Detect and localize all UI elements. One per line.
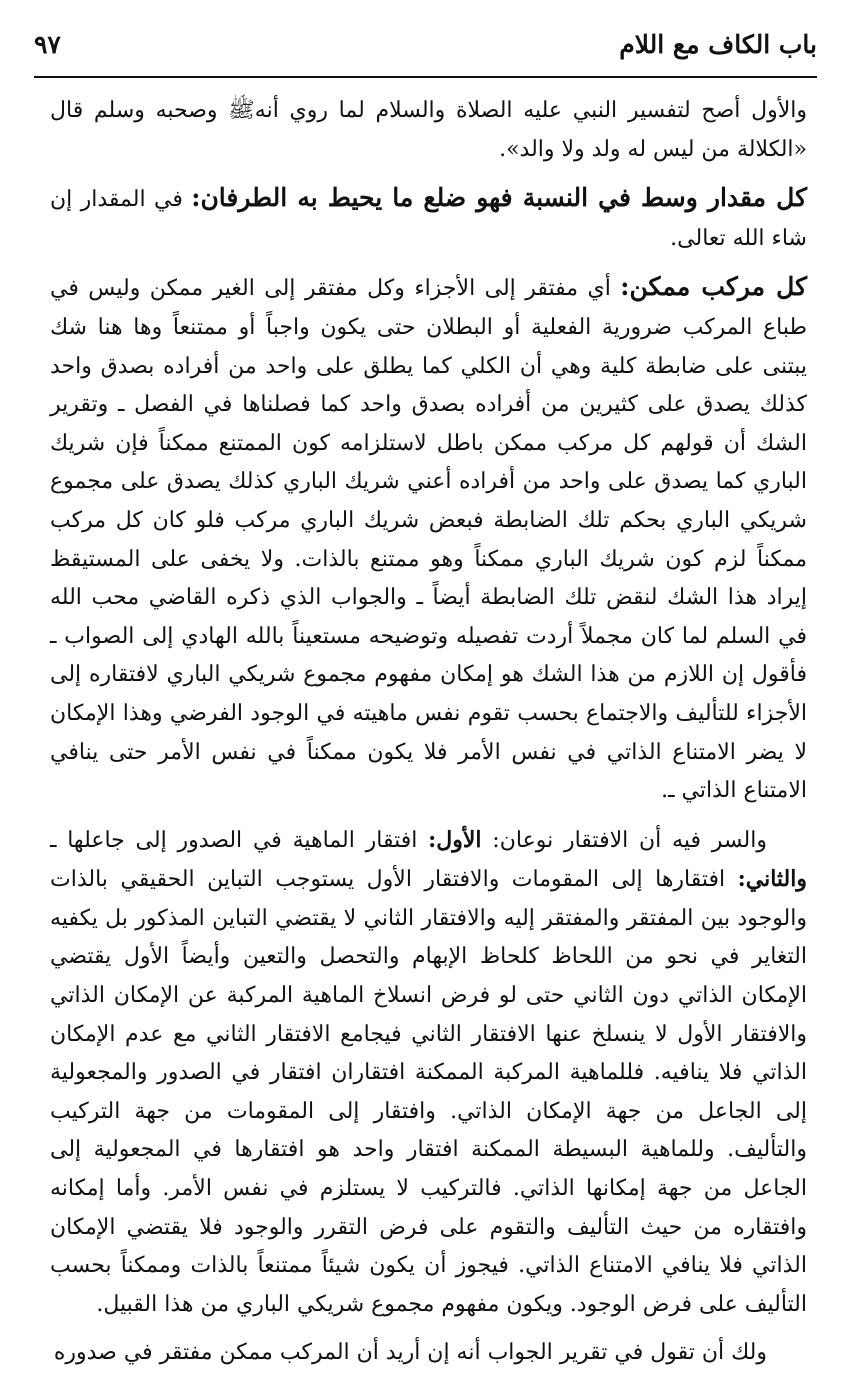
paragraph-text: والأول أصح لتفسير النبي عليه الصلاة والسلام لما روي أنهﷺ وصحبه وسلم قال «الكلالة من ليس له ولد ولا والد». [50, 98, 807, 162]
running-header [34, 20, 817, 78]
paragraph-text: أي مفتقر إلى الأجزاء وكل مفتقر إلى الغير ممكن وليس في طباع المركب ضرورية الفعلية أو البطلان حتى يكون واجباً أو ممتنعاً وها هنا شك يبتنى على ضابطة كلية وهي أن الكلي كما يطلق على واحد من أفراده بصدق واحد كذلك يصدق على كثيرين من أفراده بصدق واحد كما فصلناها في الفصل ـ وتقرير الشك أن قولهم كل مركب ممكن باطل لاستلزامه كون الممتنع ممكناً فإن شريك الباري كما يصدق على واحد من أفراده أعني شريك الباري كذلك يصدق على مجموع شريكي الباري بحكم تلك الضابطة فبعض شريك الباري مركب فلو كان كل مركب ممكناً لزم كون شريك الباري ممكناً وهو ممتنع بالذات. ولا يخفى على المستيقظ إيراد هذا الشك لنقض تلك الضابطة أيضاً ـ والجواب الذي ذكره القاضي محب الله في السلم لما كان مجملاً أردت تفصيله وتوضيحه مستعيناً بالله الهادي إلى الصواب ـ فأقول إن اللازم من هذا الشك هو إمكان مفهوم مجموع شريكي الباري لافتقاره إلى الأجزاء للتأليف والاجتماع بحسب تقوم نفس ماهيته في الوجود الفرضي وهذا الإمكان لا يضر الامتناع الذاتي في نفس الأمر فلا يكون ممكناً في نفس الأمر حتى ينافي الامتناع الذاتي ـ. [50, 276, 807, 804]
paragraph-text: افتقار الماهية في الصدور إلى جاعلها ـ [50, 827, 429, 853]
entry-heading: كل مقدار وسط في النسبة فهو ضلع ما يحيط به الطرفان: [191, 183, 807, 213]
paragraph-text: افتقارها إلى المقومات والافتقار الأول يستوجب التباين الحقيقي بالذات والوجود بين المفتقر والمفتقر إليه والافتقار الثاني لا يقتضي التباين المذكور بل يكفيه التغاير في نحو من اللحاظ كلحاظ الإبهام والتحصل والتعين وأيضاً الأول يقتضي الإمكان الذاتي دون الثاني حتى لو فرض انسلاخ الماهية المركبة عن الإمكان الذاتي والافتقار الأول لا ينسلخ عنها الافتقار الثاني فيجامع الافتقار الثاني مع عدم الإمكان الذاتي فلا ينافيه. فللماهية المركبة الممكنة افتقاران افتقار في الصدور والمجعولية إلى الجاعل من جهة الإمكان الذاتي. وافتقار إلى المقومات من جهة التركيب والتأليف. وللماهية البسيطة الممكنة افتقار واحد هو افتقارها في المجعولية إلى الجاعل من جهة إمكانها الذاتي. فالتركيب لا يستلزم في نفس الأمر. وأما إمكانه وافتقاره من حيث التأليف والتقوم على فرض التقرر والوجود فلا يقتضي الإمكان الذاتي فلا ينافي الامتناع الذاتي. فيجوز أن يكون شيئاً ممتنعاً بالذات وممكناً بحسب التأليف على فرض الوجود. ويكون مفهوم مجموع شريكي الباري من هذا القبيل. [50, 867, 807, 1317]
page-number: ٩٧ [34, 30, 61, 59]
paragraph-text: في المقدار إن شاء الله تعالى. [50, 187, 807, 251]
bold-label-second: والثاني: [737, 866, 807, 893]
bold-label-first: الأول: [428, 826, 482, 853]
paragraph-kalala-hadith [50, 92, 807, 169]
paragraph-text: والسر فيه أن الافتقار نوعان: [481, 827, 767, 853]
paragraph-middle-magnitude [50, 179, 807, 258]
paragraph-text: ولك أن تقول في تقرير الجواب أنه إن أريد أن المركب ممكن مفتقر في صدوره [53, 1340, 767, 1366]
page-body [50, 92, 807, 1366]
paragraph-two-kinds-of-need [50, 821, 807, 1325]
entry-heading: كل مركب ممكن: [620, 272, 807, 302]
paragraph-every-compound-possible [50, 268, 807, 810]
paragraph-answer-continuation [50, 1334, 807, 1373]
chapter-title: باب الكاف مع اللام [619, 30, 817, 59]
